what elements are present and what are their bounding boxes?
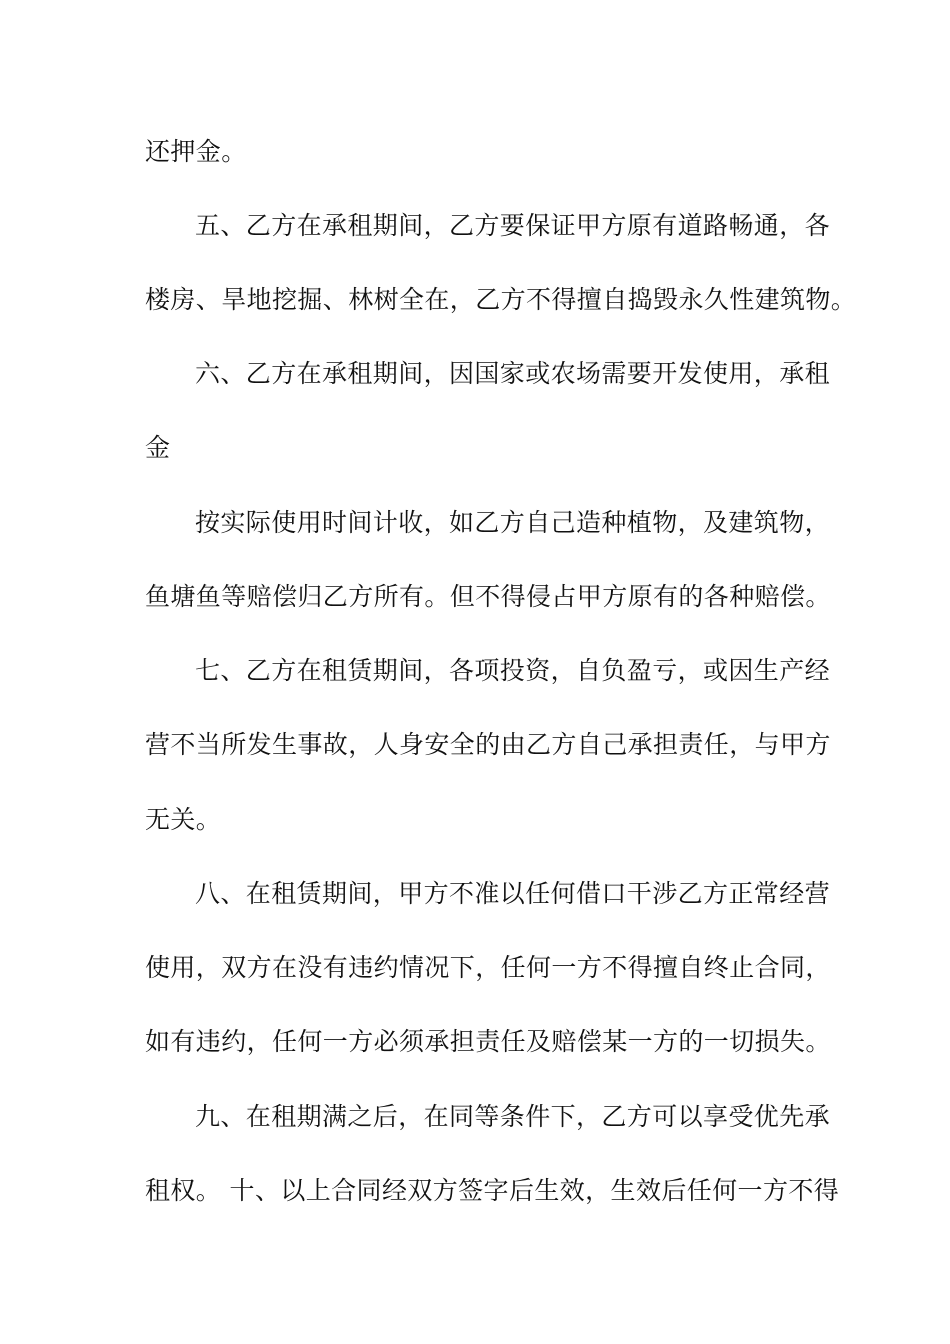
text-line: 无关。 xyxy=(145,805,222,834)
text-line: 五、乙方在承租期间，乙方要保证甲方原有道路畅通，各 xyxy=(195,211,831,240)
text-line: 金 xyxy=(145,433,171,462)
text-line: 七、乙方在租赁期间，各项投资，自负盈亏，或因生产经 xyxy=(195,656,831,685)
text-line: 楼房、旱地挖掘、林树全在，乙方不得擅自捣毁永久性建筑物。 xyxy=(145,285,857,314)
text-line: 六、乙方在承租期间，因国家或农场需要开发使用，承租 xyxy=(195,359,831,388)
text-line: 九、在租期满之后，在同等条件下，乙方可以享受优先承 xyxy=(195,1102,831,1131)
text-line: 鱼塘鱼等赔偿归乙方所有。但不得侵占甲方原有的各种赔偿。 xyxy=(145,582,831,611)
text-line: 八、在租赁期间，甲方不准以任何借口干涉乙方正常经营 xyxy=(195,879,831,908)
text-line: 还押金。 xyxy=(145,137,247,166)
text-line: 如有违约，任何一方必须承担责任及赔偿某一方的一切损失。 xyxy=(145,1027,831,1056)
text-line: 按实际使用时间计收，如乙方自己造种植物，及建筑物， xyxy=(195,508,831,537)
text-line: 营不当所发生事故，人身安全的由乙方自己承担责任，与甲方 xyxy=(145,730,831,759)
text-line: 使用，双方在没有违约情况下，任何一方不得擅自终止合同， xyxy=(145,953,831,982)
text-line: 租权。 十、以上合同经双方签字后生效，生效后任何一方不得 xyxy=(145,1176,840,1205)
